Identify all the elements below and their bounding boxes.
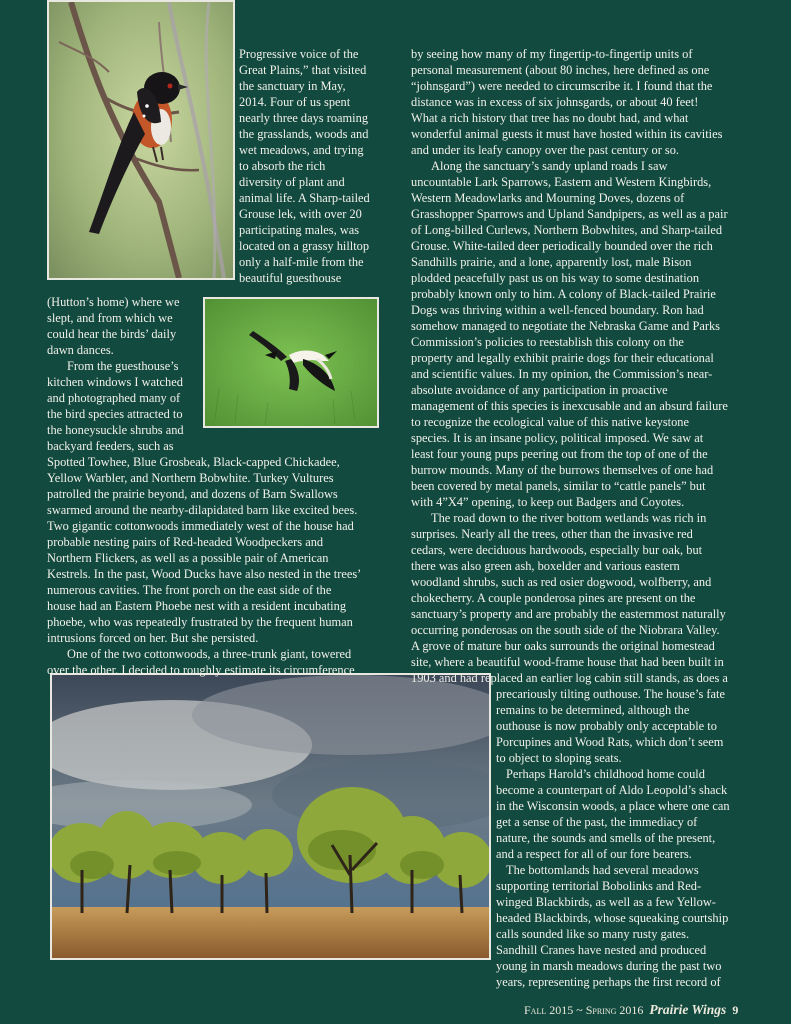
- col2-line: wonderful animal guests it must have hosted within its cavities: [411, 127, 723, 141]
- col2-line: get a sense of the past, the immediacy of: [496, 815, 698, 829]
- col1-line: 2014. Four of us spent: [239, 95, 351, 109]
- col1-line: intrusions forced on her. But she persisted.: [47, 631, 259, 645]
- col2-line: to object to sloping seats.: [496, 751, 622, 765]
- col2-line: Dogs was thriving within a well-fenced boundary. Ron had: [411, 303, 704, 317]
- col2-line: and a respect for all of our fore bearers.: [496, 847, 692, 861]
- col2-line: become a counterpart of Aldo Leopold’s shack: [496, 783, 728, 797]
- col2-line: been covered by metal panels, similar to “cattle panels” but: [411, 479, 706, 493]
- issue-season-b: Spring 2016: [585, 1003, 644, 1017]
- col2-line: Porcupines and Wood Rats, which don’t seem: [496, 735, 724, 749]
- col1-line: the honeysuckle shrubs and: [47, 423, 184, 437]
- col1-line: From the guesthouse’s: [67, 359, 179, 373]
- col2-line: there was also green ash, boxelder and various eastern: [411, 559, 680, 573]
- col1-line: to absorb the rich: [239, 159, 326, 173]
- col1-line: house had an Eastern Phoebe nest with a resident incubating: [47, 599, 347, 613]
- col1-line: wet meadows, and trying: [239, 143, 364, 157]
- col1-line: Northern Flickers, as well as a possible pair of American: [47, 551, 329, 565]
- col1-line: probable nesting pairs of Red-headed Woodpeckers and: [47, 535, 324, 549]
- col2-line: headed Blackbirds, whose squeaking courtship: [496, 911, 729, 925]
- col2-line: Sandhill Cranes have nested and produced: [496, 943, 707, 957]
- col1-line: only a half-mile from the: [239, 255, 364, 269]
- col2-line: Along the sanctuary’s sandy upland roads I saw: [431, 159, 668, 173]
- col2-line: occurring ponderosas on the south side of the Niobrara Valley.: [411, 623, 720, 637]
- bobolink-illustration: [205, 299, 377, 426]
- col2-line: burrow mounds. Many of the burrows themselves of one had: [411, 463, 714, 477]
- col1-line: the sanctuary in May,: [239, 79, 346, 93]
- col2-line: surprises. Nearly all the trees, other than the invasive red: [411, 527, 693, 541]
- col1-line: (Hutton’s home) where we: [47, 295, 180, 309]
- col2-line: Grouse. White-tailed deer periodically bounded over the rich: [411, 239, 713, 253]
- col2-line: site, where a beautiful wood-frame house that had been built in: [411, 655, 724, 669]
- col2-line: winged Blackbirds, as well as a few Yellow-: [496, 895, 716, 909]
- col2-line: personal measurement (about 80 inches, here defined as one: [411, 63, 710, 77]
- col2-line: distance was in excess of six johnsgards, or about 40 feet!: [411, 95, 699, 109]
- col1-line: numerous cavities. The front porch on the east side of the: [47, 583, 332, 597]
- page-footer: [524, 1002, 738, 1018]
- magazine-title: Prairie Wings: [649, 1002, 727, 1017]
- col2-line: young in marsh meadows during the past two: [496, 959, 722, 973]
- col2-line: years, representing perhaps the first record of: [496, 975, 721, 989]
- col1-line: nearly three days roaming: [239, 111, 369, 125]
- col1-line: patrolled the prairie beyond, and dozens of Barn Swallows: [47, 487, 338, 501]
- col1-line: backyard feeders, such as: [47, 439, 174, 453]
- col1-line: over the other. I decided to roughly estimate its circumference: [47, 663, 355, 677]
- col2-line: of Long-billed Curlews, Northern Bobwhites, and Sharp-tailed: [411, 223, 723, 237]
- col2-line: Perhaps Harold’s childhood home could: [506, 767, 705, 781]
- col2-line: nature, the sounds and smells of the present,: [496, 831, 716, 845]
- towhee-illustration: [49, 2, 233, 278]
- col1-line: and photographed many of: [47, 391, 181, 405]
- col1-line: beautiful guesthouse: [239, 271, 342, 285]
- col1-line: Kestrels. In the past, Wood Ducks have also nested in the trees’: [47, 567, 362, 581]
- col2-line: The road down to the river bottom wetlands was rich in: [431, 511, 707, 525]
- col1-line: could hear the birds’ daily: [47, 327, 177, 341]
- col2-line: probably known only to him. A colony of Black-tailed Prairie: [411, 287, 716, 301]
- col2-line: species. It is an insane policy, political imposed. We saw at: [411, 431, 704, 445]
- col1-line: One of the two cottonwoods, a three-trunk giant, towered: [67, 647, 352, 661]
- col2-line: 1903 and had replaced an earlier log cabin still stands, as does a: [411, 671, 728, 685]
- col2-line: somehow managed to negotiate the Nebraska Game and Parks: [411, 319, 720, 333]
- col1-line: the bird species attracted to: [47, 407, 183, 421]
- col1-line: Great Plains,” that visited: [239, 63, 367, 77]
- col2-line: precariously tilting outhouse. The house’s fate: [496, 687, 725, 701]
- col2-line: by seeing how many of my fingertip-to-fingertip units of: [411, 47, 693, 61]
- col2-line: with 4”X4” opening, to keep out Badgers and Coyotes.: [411, 495, 685, 509]
- col1-line: phoebe, who was repeatedly frustrated by the frequent human: [47, 615, 353, 629]
- col1-line: the grasslands, woods and: [239, 127, 369, 141]
- bottomland-landscape-photo: [50, 673, 491, 960]
- col1-line: participating males, was: [239, 223, 360, 237]
- col1-line: animal life. A Sharp-tailed: [239, 191, 370, 205]
- col2-line: Grasshopper Sparrows and Upland Sandpipers, as well as a pair: [411, 207, 728, 221]
- col2-line: The bottomlands had several meadows: [506, 863, 699, 877]
- towhee-photo: [47, 0, 235, 280]
- col2-line: Western Meadowlarks and Mourning Doves, dozens of: [411, 191, 685, 205]
- col2-line: A grove of mature bur oaks surrounds the original homestead: [411, 639, 715, 653]
- col2-line: to recognize the ecological value of this native keystone: [411, 415, 689, 429]
- col2-line: property and legally exhibit prairie dogs for their educational: [411, 351, 714, 365]
- col1-line: dawn dances.: [47, 343, 114, 357]
- col1-line: Progressive voice of the: [239, 47, 359, 61]
- col2-line: sanctuary’s property and are probably the easternmost naturally: [411, 607, 726, 621]
- issue-season-a: Fall 2015: [524, 1003, 574, 1017]
- col1-line: Two gigantic cottonwoods immediately west of the house had: [47, 519, 354, 533]
- col1-line: swarmed around the nearby-dilapidated barn like excited bees.: [47, 503, 358, 517]
- landscape-illustration: [52, 675, 489, 958]
- col2-line: plodded peacefully past us on his way to some destination: [411, 271, 700, 285]
- col1-line: Grouse lek, with over 20: [239, 207, 362, 221]
- col2-line: supporting territorial Bobolinks and Red-: [496, 879, 702, 893]
- col2-line: What a rich history that tree has no doubt had, and what: [411, 111, 689, 125]
- col1-line: Spotted Towhee, Blue Grosbeak, Black-capped Chickadee,: [47, 455, 340, 469]
- col2-line: “johnsgard”) were needed to circumscribe it. I found that the: [411, 79, 713, 93]
- col2-line: outhouse is now probably only acceptable to: [496, 719, 717, 733]
- col2-line: chokecherry. A couple ponderosa pines are present on the: [411, 591, 696, 605]
- col1-line: Yellow Warbler, and Northern Bobwhite. Turkey Vultures: [47, 471, 334, 485]
- col2-line: cedars, were deciduous hardwoods, especially bur oak, but: [411, 543, 703, 557]
- col1-line: diversity of plant and: [239, 175, 345, 189]
- col2-line: least four young pups peering out from the top of one of the: [411, 447, 708, 461]
- col1-line: kitchen windows I watched: [47, 375, 183, 389]
- col2-line: woodland shrubs, such as red osier dogwood, wolfberry, and: [411, 575, 712, 589]
- page-number: 9: [732, 1003, 739, 1017]
- col2-line: Commission’s policies to reestablish this colony on the: [411, 335, 684, 349]
- col1-line: located on a grassy hilltop: [239, 239, 370, 253]
- col2-line: calls sounded like so many rusty gates.: [496, 927, 690, 941]
- col2-line: remains to be determined, although the: [496, 703, 690, 717]
- col2-line: management of this species is inexcusable and an absurd failure: [411, 399, 728, 413]
- col2-line: in the Wisconsin woods, a place where one can: [496, 799, 730, 813]
- col2-line: and under its leafy canopy over the past century or so.: [411, 143, 680, 157]
- col2-line: and scientific values. In my opinion, the Commission’s near-: [411, 367, 713, 381]
- col2-line: uncountable Lark Sparrows, Eastern and Western Kingbirds,: [411, 175, 712, 189]
- col1-line: slept, and from which we: [47, 311, 173, 325]
- col2-line: Sandhills prairie, and a lone, apparently lost, male Bison: [411, 255, 692, 269]
- bobolink-flight-photo: [203, 297, 379, 428]
- issue-separator: ~: [573, 1003, 586, 1017]
- col2-line: absolute avoidance of any participation in proactive: [411, 383, 668, 397]
